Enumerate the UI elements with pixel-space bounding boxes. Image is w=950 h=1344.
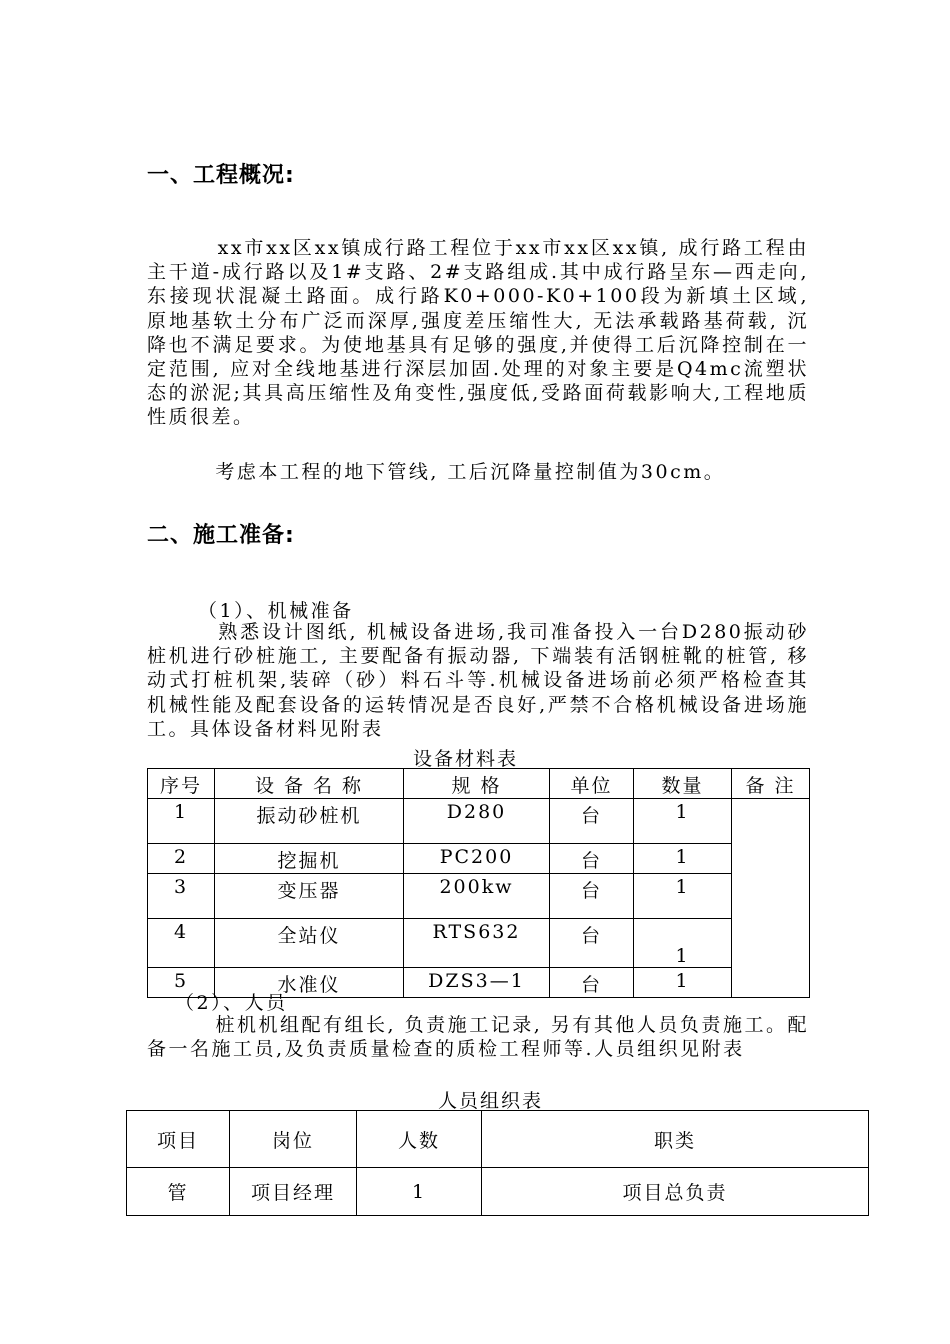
equipment-table-caption: 设备材料表 [413, 748, 519, 770]
cell-spec: RTS632 [404, 919, 550, 968]
header-role: 职类 [482, 1111, 869, 1168]
cell-quantity: 1 [634, 799, 732, 844]
cell-spec: 200kw [404, 874, 550, 919]
staff-table-caption: 人员组织表 [438, 1090, 544, 1112]
cell-headcount: 1 [357, 1168, 482, 1216]
cell-index: 1 [148, 799, 215, 844]
header-headcount: 人数 [357, 1111, 482, 1168]
cell-name: 振动砂桩机 [215, 799, 404, 844]
section-heading-overview: 一、工程概况: [147, 163, 295, 188]
cell-unit: 台 [550, 799, 634, 844]
table-row [148, 799, 810, 844]
cell-index: 4 [148, 919, 215, 968]
header-unit: 单位 [550, 769, 634, 799]
cell-spec: DZS3—1 [404, 968, 550, 998]
header-spec: 规 格 [404, 769, 550, 799]
personnel-paragraph: 桩机机组配有组长, 负责施工记录, 另有其他人员负责施工。配备一名施工员,及负责质量检查的质检工程师等.人员组织见附表 [147, 1014, 809, 1061]
cell-unit: 台 [550, 919, 634, 968]
cell-unit: 台 [550, 968, 634, 998]
staff-header-row [127, 1111, 869, 1168]
machinery-subtitle: （1）、机械准备 [198, 600, 354, 622]
section-heading-preparation: 二、施工准备: [147, 523, 295, 548]
cell-role: 项目总负责 [482, 1168, 869, 1216]
cell-name: 变压器 [215, 874, 404, 919]
header-item: 项目 [127, 1111, 230, 1168]
cell-quantity: 1 [634, 919, 732, 968]
cell-item: 管 [127, 1168, 230, 1216]
cell-remarks [732, 799, 810, 998]
cell-quantity: 1 [634, 874, 732, 919]
cell-index: 3 [148, 874, 215, 919]
header-index: 序号 [148, 769, 215, 799]
cell-quantity: 1 [634, 844, 732, 874]
equipment-header-row [148, 769, 810, 799]
header-remarks: 备 注 [732, 769, 810, 799]
settlement-paragraph: 考虑本工程的地下管线, 工后沉降量控制值为30cm。 [147, 461, 726, 483]
cell-spec: PC200 [404, 844, 550, 874]
cell-position: 项目经理 [230, 1168, 357, 1216]
cell-name: 全站仪 [215, 919, 404, 968]
header-equipment-name: 设 备 名 称 [215, 769, 404, 799]
cell-unit: 台 [550, 874, 634, 919]
staff-table [126, 1110, 869, 1216]
table-row [148, 919, 810, 968]
table-row [148, 844, 810, 874]
overview-paragraph: xx市xx区xx镇成行路工程位于xx市xx区xx镇, 成行路工程由主干道-成行路以及1#支路、2#支路组成.其中成行路呈东—西走向,东接现状混凝土路面。成行路K0+000-K0+100段为新填土区域, 原地基软土分布广泛而深厚,强度差压缩性大, 无法承载路基荷载, 沉降也不满足要求。为使地基具有足够的强度,并使得工后沉降控制在一定范围, 应对全线地基进行深层加固.处理的对象主要是Q4mc流塑状态的淤泥;其具高压缩性及角变性,强度低,受路面荷载影响大,工程地质性质很差。 [147, 237, 818, 429]
cell-quantity: 1 [634, 968, 732, 998]
table-row [148, 874, 810, 919]
cell-spec: D280 [404, 799, 550, 844]
header-position: 岗位 [230, 1111, 357, 1168]
cell-index: 5 [148, 968, 215, 998]
cell-index: 2 [148, 844, 215, 874]
personnel-subtitle: （2）、人员 [175, 992, 288, 1014]
header-quantity: 数量 [634, 769, 732, 799]
machinery-paragraph: 熟悉设计图纸, 机械设备进场,我司准备投入一台D280振动砂桩机进行砂桩施工, 主要配备有振动器, 下端装有活钢桩靴的桩管, 移动式打桩机架,装碎（砂）料石斗等.机械设备进场前必须严格检查其机械性能及配套设备的运转情况是否良好,严禁不合格机械设备进场施工。具体设备材料见附表 [147, 621, 809, 740]
cell-unit: 台 [550, 844, 634, 874]
cell-name: 挖掘机 [215, 844, 404, 874]
cell-name: 水准仪 [215, 968, 404, 998]
table-row [127, 1168, 869, 1216]
equipment-table [147, 768, 810, 998]
